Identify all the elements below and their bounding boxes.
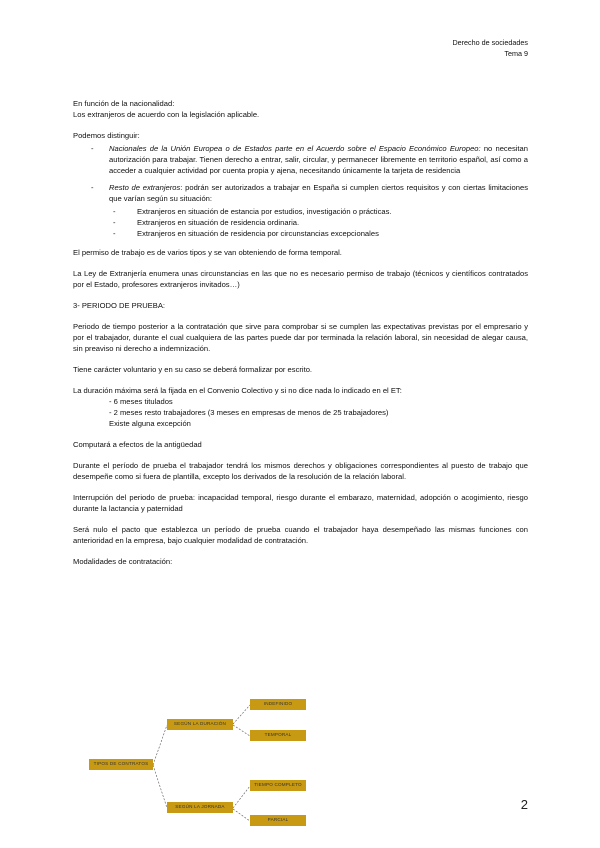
header-topic: Tema 9 [504,48,528,58]
interruption-paragraph: Interrupción del periodo de prueba: incapacidad temporal, riesgo durante el embarazo, maternidad, adopción o acogimiento, riesgo durante la lactancia y paternidad [73,493,528,513]
list-item: Existe alguna excepción [109,419,191,428]
other-foreigners-text: : podrán ser autorizados a trabajar en España si cumplen ciertos requisitos y con ciertas limitaciones que varían según su situación: [109,183,528,203]
nationality-block [73,98,528,120]
permit-paragraph: El permiso de trabajo es de varios tipos y se van obteniendo de forma temporal. [73,248,342,257]
connector-line [233,725,250,736]
null-pact-paragraph: Será nulo el pacto que establezca un período de prueba cuando el trabajador haya desempeñado las mismas funciones con anterioridad en la empresa, bajo cualquier modalidad de contratación. [73,525,528,545]
connector-line [233,809,250,821]
seniority-paragraph: Computará a efectos de la antigüedad [73,440,202,449]
list-item [73,143,528,176]
duration-list [73,396,528,429]
distinguish-list [73,143,528,239]
nationality-title: En función de la nacionalidad: [73,99,175,108]
connector-line [153,765,167,808]
workday-box: SEGÚN LA JORNADA [167,802,233,813]
eu-nationals-text: no necesitan autorización para trabajar. Tienen derecho a entrar, salir, circular, y permanecer libremente en territorio español, así como a acceder a cualquier actividad por cuenta propia y ajena, necesitando únicamente la tarjeta de residencia [109,144,528,175]
page-header [452,38,528,60]
duration-text: La duración máxima será la fijada en el Convenio Colectivo y si no dice nada lo indicado en el ET: [73,386,402,395]
eu-nationals-label: Nacionales de la Unión Europea o de Estados parte en el Acuerdo sobre el Espacio Económico Europeo: [109,144,481,153]
temporary-box: TEMPORAL [250,730,306,741]
distinguish-title: Podemos distinguir: [73,131,140,140]
indefinite-box: INDEFINIDO [250,699,306,710]
contract-types-diagram [73,690,333,840]
part-time-box: PARCIAL [250,815,306,826]
connector-line [233,786,250,808]
list-item: - Extranjeros en situación de residencia por circunstancias excepcionales [109,228,528,239]
document-body [73,98,528,577]
page-number: 2 [520,797,528,812]
duration-box: SEGÚN LA DURACIÓN [167,719,233,730]
header-subject: Derecho de sociedades [452,38,528,47]
other-foreigners-label: Resto de extranjeros [109,183,181,192]
section-title: 3- PERIODO DE PRUEBA: [73,301,165,310]
voluntary-paragraph: Tiene carácter voluntario y en su caso se deberá formalizar por escrito. [73,365,313,374]
nationality-text: Los extranjeros de acuerdo con la legislación aplicable. [73,110,260,119]
list-item: - 6 meses titulados [109,397,173,406]
rights-paragraph: Durante el período de prueba el trabajador tendrá los mismos derechos y obligaciones correspondientes al puesto de trabajo que desempeñe como si fuera de plantilla, excepto los derivados de la resolución de la relación laboral. [73,461,528,481]
law-paragraph: La Ley de Extranjería enumera unas circunstancias en las que no es necesario permiso de trabajo (técnicos y científicos contratados por el Estado, profesores extranjeros invitados…) [73,269,528,289]
list-item: - Extranjeros en situación de estancia por estudios, investigación o prácticas. [109,206,528,217]
list-item: - Extranjeros en situación de residencia ordinaria. [109,217,528,228]
connector-line [233,705,250,724]
foreigner-situations-list [109,206,528,239]
connector-line [153,725,167,765]
root-box: TIPOS DE CONTRATOS [89,759,153,770]
definition-paragraph: Periodo de tiempo posterior a la contratación que sirve para comprobar si se cumplen las expectativas previstas por el empresario y por el trabajador, durante el cual cualquiera de las partes puede dar por terminada la relación laboral, sin necesidad de alegar causa, sin preaviso ni derecho a indemnización. [73,322,528,353]
list-item: - 2 meses resto trabajadores (3 meses en empresas de menos de 25 trabajadores) [109,408,389,417]
full-time-box: TIEMPO COMPLETO [250,780,306,791]
list-item [73,182,528,239]
modalities-title: Modalidades de contratación: [73,557,173,566]
